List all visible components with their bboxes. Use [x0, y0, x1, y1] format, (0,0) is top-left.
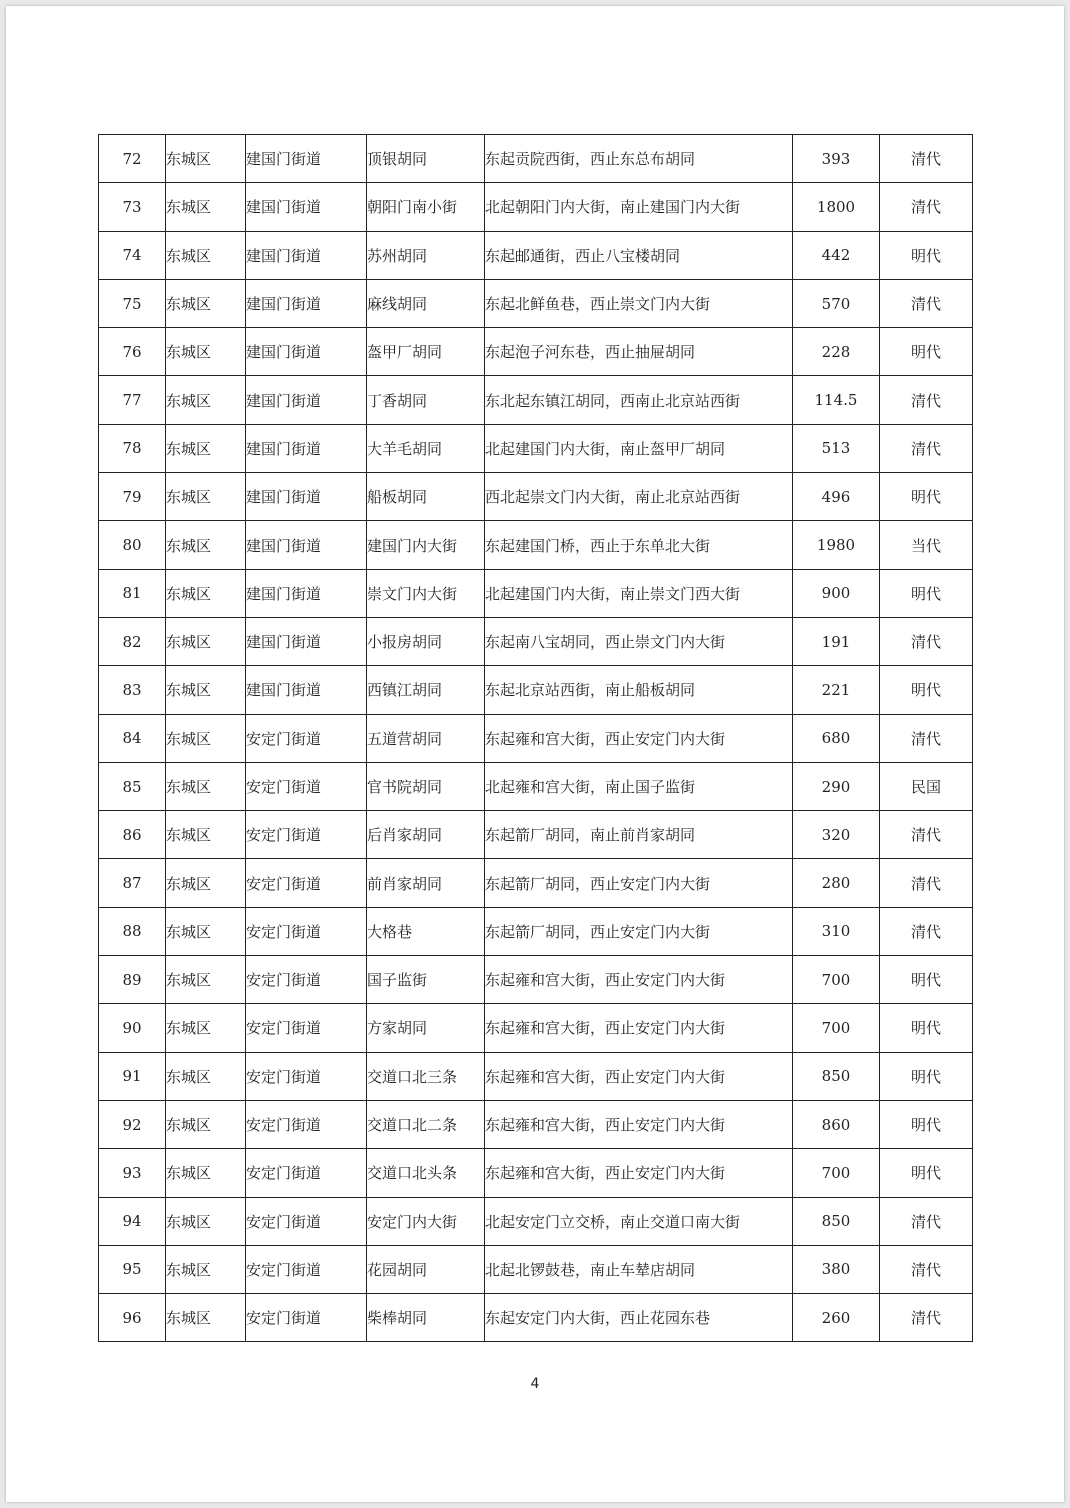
district-cell: 东城区 [166, 1149, 246, 1197]
district-cell: 东城区 [166, 424, 246, 472]
page-number: 4 [530, 1376, 540, 1392]
length-cell: 114.5 [793, 376, 880, 424]
district-cell: 东城区 [166, 135, 246, 183]
era-cell: 明代 [880, 231, 973, 279]
road-name-cell: 丁香胡同 [367, 376, 485, 424]
table-row [99, 231, 973, 279]
length-cell: 700 [793, 1149, 880, 1197]
era-cell: 明代 [880, 1100, 973, 1148]
district-cell: 东城区 [166, 811, 246, 859]
subdistrict-cell: 建国门街道 [246, 569, 367, 617]
road-name-cell: 苏州胡同 [367, 231, 485, 279]
row-number: 86 [99, 811, 166, 859]
road-name-cell: 花园胡同 [367, 1245, 485, 1293]
era-cell: 明代 [880, 328, 973, 376]
subdistrict-cell: 建国门街道 [246, 135, 367, 183]
road-name-cell: 交道口北二条 [367, 1100, 485, 1148]
row-number: 74 [99, 231, 166, 279]
district-cell: 东城区 [166, 1004, 246, 1052]
era-cell: 明代 [880, 473, 973, 521]
table-row [99, 907, 973, 955]
row-number: 81 [99, 569, 166, 617]
district-cell: 东城区 [166, 1100, 246, 1148]
table-body [99, 135, 973, 1342]
road-name-cell: 盔甲厂胡同 [367, 328, 485, 376]
length-cell: 320 [793, 811, 880, 859]
row-number: 94 [99, 1197, 166, 1245]
subdistrict-cell: 安定门街道 [246, 907, 367, 955]
era-cell: 明代 [880, 666, 973, 714]
district-cell: 东城区 [166, 907, 246, 955]
road-name-cell: 大格巷 [367, 907, 485, 955]
district-cell: 东城区 [166, 859, 246, 907]
table-row [99, 521, 973, 569]
district-cell: 东城区 [166, 762, 246, 810]
extent-cell: 北起雍和宫大街，南止国子监街 [485, 762, 793, 810]
district-cell: 东城区 [166, 328, 246, 376]
subdistrict-cell: 安定门街道 [246, 811, 367, 859]
district-cell: 东城区 [166, 1052, 246, 1100]
length-cell: 442 [793, 231, 880, 279]
road-name-cell: 麻线胡同 [367, 279, 485, 327]
table-row [99, 1294, 973, 1342]
subdistrict-cell: 建国门街道 [246, 617, 367, 665]
table-row [99, 1004, 973, 1052]
table-row [99, 376, 973, 424]
extent-cell: 东起贡院西街，西止东总布胡同 [485, 135, 793, 183]
subdistrict-cell: 建国门街道 [246, 424, 367, 472]
extent-cell: 东起建国门桥，西止于东单北大街 [485, 521, 793, 569]
subdistrict-cell: 建国门街道 [246, 666, 367, 714]
extent-cell: 北起建国门内大街，南止崇文门西大街 [485, 569, 793, 617]
roads-table [98, 134, 973, 1342]
district-cell: 东城区 [166, 1245, 246, 1293]
table-row [99, 328, 973, 376]
length-cell: 393 [793, 135, 880, 183]
subdistrict-cell: 安定门街道 [246, 762, 367, 810]
length-cell: 1980 [793, 521, 880, 569]
extent-cell: 东起安定门内大街，西止花园东巷 [485, 1294, 793, 1342]
row-number: 79 [99, 473, 166, 521]
era-cell: 清代 [880, 1294, 973, 1342]
subdistrict-cell: 安定门街道 [246, 1004, 367, 1052]
road-name-cell: 安定门内大街 [367, 1197, 485, 1245]
district-cell: 东城区 [166, 279, 246, 327]
road-name-cell: 顶银胡同 [367, 135, 485, 183]
extent-cell: 东起南八宝胡同，西止崇文门内大街 [485, 617, 793, 665]
table-row [99, 473, 973, 521]
row-number: 89 [99, 956, 166, 1004]
era-cell: 清代 [880, 811, 973, 859]
table-row [99, 956, 973, 1004]
extent-cell: 东起雍和宫大街，西止安定门内大街 [485, 1149, 793, 1197]
length-cell: 380 [793, 1245, 880, 1293]
table-row [99, 569, 973, 617]
length-cell: 513 [793, 424, 880, 472]
district-cell: 东城区 [166, 376, 246, 424]
table-row [99, 1245, 973, 1293]
extent-cell: 东起箭厂胡同，南止前肖家胡同 [485, 811, 793, 859]
era-cell: 清代 [880, 376, 973, 424]
subdistrict-cell: 建国门街道 [246, 376, 367, 424]
extent-cell: 东起邮通街，西止八宝楼胡同 [485, 231, 793, 279]
road-name-cell: 大羊毛胡同 [367, 424, 485, 472]
extent-cell: 东起雍和宫大街，西止安定门内大街 [485, 1100, 793, 1148]
road-name-cell: 五道营胡同 [367, 714, 485, 762]
subdistrict-cell: 建国门街道 [246, 231, 367, 279]
subdistrict-cell: 安定门街道 [246, 714, 367, 762]
extent-cell: 东起雍和宫大街，西止安定门内大街 [485, 1004, 793, 1052]
district-cell: 东城区 [166, 521, 246, 569]
document-page [6, 6, 1064, 1502]
table-row [99, 714, 973, 762]
subdistrict-cell: 安定门街道 [246, 1100, 367, 1148]
road-name-cell: 船板胡同 [367, 473, 485, 521]
district-cell: 东城区 [166, 956, 246, 1004]
road-name-cell: 国子监街 [367, 956, 485, 1004]
extent-cell: 东起箭厂胡同，西止安定门内大街 [485, 859, 793, 907]
table-row [99, 811, 973, 859]
row-number: 91 [99, 1052, 166, 1100]
era-cell: 清代 [880, 617, 973, 665]
table-row [99, 135, 973, 183]
row-number: 88 [99, 907, 166, 955]
length-cell: 570 [793, 279, 880, 327]
table-row [99, 1149, 973, 1197]
row-number: 93 [99, 1149, 166, 1197]
road-name-cell: 交道口北头条 [367, 1149, 485, 1197]
row-number: 87 [99, 859, 166, 907]
era-cell: 清代 [880, 135, 973, 183]
table-row [99, 617, 973, 665]
road-name-cell: 朝阳门南小街 [367, 183, 485, 231]
length-cell: 496 [793, 473, 880, 521]
table-row [99, 859, 973, 907]
era-cell: 清代 [880, 907, 973, 955]
subdistrict-cell: 建国门街道 [246, 473, 367, 521]
extent-cell: 北起建国门内大街，南止盔甲厂胡同 [485, 424, 793, 472]
extent-cell: 东起雍和宫大街，西止安定门内大街 [485, 956, 793, 1004]
subdistrict-cell: 安定门街道 [246, 1245, 367, 1293]
era-cell: 清代 [880, 714, 973, 762]
row-number: 76 [99, 328, 166, 376]
era-cell: 清代 [880, 859, 973, 907]
subdistrict-cell: 安定门街道 [246, 1294, 367, 1342]
row-number: 85 [99, 762, 166, 810]
extent-cell: 东起北鲜鱼巷，西止崇文门内大街 [485, 279, 793, 327]
length-cell: 191 [793, 617, 880, 665]
road-name-cell: 后肖家胡同 [367, 811, 485, 859]
length-cell: 680 [793, 714, 880, 762]
district-cell: 东城区 [166, 231, 246, 279]
row-number: 80 [99, 521, 166, 569]
road-name-cell: 柴棒胡同 [367, 1294, 485, 1342]
subdistrict-cell: 建国门街道 [246, 521, 367, 569]
subdistrict-cell: 安定门街道 [246, 1197, 367, 1245]
row-number: 77 [99, 376, 166, 424]
district-cell: 东城区 [166, 1294, 246, 1342]
table-row [99, 666, 973, 714]
extent-cell: 东北起东镇江胡同，西南止北京站西街 [485, 376, 793, 424]
length-cell: 700 [793, 956, 880, 1004]
length-cell: 850 [793, 1052, 880, 1100]
extent-cell: 东起雍和宫大街，西止安定门内大街 [485, 1052, 793, 1100]
era-cell: 清代 [880, 424, 973, 472]
district-cell: 东城区 [166, 569, 246, 617]
extent-cell: 东起箭厂胡同，西止安定门内大街 [485, 907, 793, 955]
length-cell: 290 [793, 762, 880, 810]
table-row [99, 762, 973, 810]
length-cell: 260 [793, 1294, 880, 1342]
table-row [99, 279, 973, 327]
extent-cell: 东起雍和宫大街，西止安定门内大街 [485, 714, 793, 762]
road-name-cell: 前肖家胡同 [367, 859, 485, 907]
length-cell: 1800 [793, 183, 880, 231]
length-cell: 280 [793, 859, 880, 907]
road-name-cell: 交道口北三条 [367, 1052, 485, 1100]
era-cell: 明代 [880, 569, 973, 617]
subdistrict-cell: 建国门街道 [246, 279, 367, 327]
era-cell: 清代 [880, 1245, 973, 1293]
era-cell: 当代 [880, 521, 973, 569]
district-cell: 东城区 [166, 617, 246, 665]
era-cell: 明代 [880, 1052, 973, 1100]
road-name-cell: 官书院胡同 [367, 762, 485, 810]
district-cell: 东城区 [166, 666, 246, 714]
row-number: 92 [99, 1100, 166, 1148]
table-row [99, 183, 973, 231]
extent-cell: 北起安定门立交桥，南止交道口南大街 [485, 1197, 793, 1245]
era-cell: 清代 [880, 183, 973, 231]
table-row [99, 1197, 973, 1245]
row-number: 96 [99, 1294, 166, 1342]
length-cell: 850 [793, 1197, 880, 1245]
row-number: 90 [99, 1004, 166, 1052]
subdistrict-cell: 安定门街道 [246, 859, 367, 907]
length-cell: 310 [793, 907, 880, 955]
table-row [99, 424, 973, 472]
road-name-cell: 西镇江胡同 [367, 666, 485, 714]
row-number: 83 [99, 666, 166, 714]
road-name-cell: 建国门内大街 [367, 521, 485, 569]
row-number: 78 [99, 424, 166, 472]
subdistrict-cell: 建国门街道 [246, 183, 367, 231]
era-cell: 民国 [880, 762, 973, 810]
extent-cell: 北起朝阳门内大街，南止建国门内大街 [485, 183, 793, 231]
era-cell: 明代 [880, 1004, 973, 1052]
extent-cell: 西北起崇文门内大街，南止北京站西街 [485, 473, 793, 521]
era-cell: 清代 [880, 1197, 973, 1245]
road-name-cell: 崇文门内大街 [367, 569, 485, 617]
road-name-cell: 方家胡同 [367, 1004, 485, 1052]
length-cell: 228 [793, 328, 880, 376]
district-cell: 东城区 [166, 473, 246, 521]
row-number: 82 [99, 617, 166, 665]
era-cell: 明代 [880, 956, 973, 1004]
road-name-cell: 小报房胡同 [367, 617, 485, 665]
length-cell: 900 [793, 569, 880, 617]
extent-cell: 东起北京站西街，南止船板胡同 [485, 666, 793, 714]
district-cell: 东城区 [166, 714, 246, 762]
subdistrict-cell: 安定门街道 [246, 956, 367, 1004]
row-number: 84 [99, 714, 166, 762]
length-cell: 860 [793, 1100, 880, 1148]
subdistrict-cell: 建国门街道 [246, 328, 367, 376]
district-cell: 东城区 [166, 1197, 246, 1245]
row-number: 75 [99, 279, 166, 327]
table-row [99, 1100, 973, 1148]
length-cell: 221 [793, 666, 880, 714]
extent-cell: 北起北锣鼓巷，南止车辇店胡同 [485, 1245, 793, 1293]
extent-cell: 东起泡子河东巷，西止抽屉胡同 [485, 328, 793, 376]
row-number: 95 [99, 1245, 166, 1293]
subdistrict-cell: 安定门街道 [246, 1052, 367, 1100]
row-number: 73 [99, 183, 166, 231]
subdistrict-cell: 安定门街道 [246, 1149, 367, 1197]
era-cell: 清代 [880, 279, 973, 327]
row-number: 72 [99, 135, 166, 183]
table-row [99, 1052, 973, 1100]
district-cell: 东城区 [166, 183, 246, 231]
length-cell: 700 [793, 1004, 880, 1052]
era-cell: 明代 [880, 1149, 973, 1197]
